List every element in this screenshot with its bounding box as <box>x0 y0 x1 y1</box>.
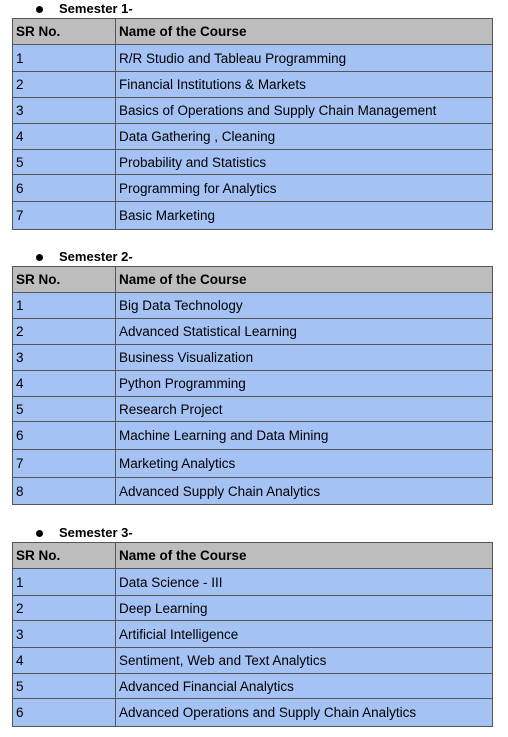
course-table-semester-2 <box>12 266 493 505</box>
sr-cell: 3 <box>13 345 116 371</box>
header-course-name: Name of the Course <box>116 543 493 569</box>
course-cell: Artificial Intelligence <box>116 621 493 648</box>
table-row <box>13 72 493 98</box>
course-cell: Programming for Analytics <box>116 175 493 202</box>
header-sr-no: SR No. <box>13 267 116 293</box>
sr-cell: 7 <box>13 450 116 478</box>
course-cell: Advanced Statistical Learning <box>116 319 493 345</box>
sr-cell: 1 <box>13 45 116 72</box>
sr-cell: 4 <box>13 648 116 674</box>
semester-title: Semester 3- <box>59 525 133 540</box>
sr-cell: 5 <box>13 397 116 422</box>
sr-cell: 2 <box>13 596 116 621</box>
bullet-icon <box>36 6 43 13</box>
header-course-name: Name of the Course <box>116 267 493 293</box>
table-row <box>13 345 493 371</box>
course-cell: Basic Marketing <box>116 202 493 230</box>
sr-cell: 3 <box>13 621 116 648</box>
table-row <box>13 596 493 621</box>
table-row <box>13 422 493 450</box>
course-cell: Python Programming <box>116 371 493 397</box>
table-row <box>13 124 493 150</box>
table-row <box>13 621 493 648</box>
table-header-row <box>13 267 493 293</box>
table-row <box>13 371 493 397</box>
sr-cell: 3 <box>13 98 116 124</box>
table-row <box>13 150 493 175</box>
sr-cell: 2 <box>13 72 116 98</box>
course-cell: Research Project <box>116 397 493 422</box>
table-row <box>13 450 493 478</box>
sr-cell: 4 <box>13 124 116 150</box>
course-cell: Business Visualization <box>116 345 493 371</box>
semester-title: Semester 1- <box>59 1 133 16</box>
header-course-name: Name of the Course <box>116 19 493 45</box>
course-cell: Advanced Supply Chain Analytics <box>116 478 493 505</box>
course-cell: Basics of Operations and Supply Chain Management <box>116 98 493 124</box>
table-row <box>13 478 493 505</box>
header-sr-no: SR No. <box>13 19 116 45</box>
table-row <box>13 648 493 674</box>
course-cell: Advanced Financial Analytics <box>116 674 493 699</box>
course-cell: Sentiment, Web and Text Analytics <box>116 648 493 674</box>
sr-cell: 7 <box>13 202 116 230</box>
sr-cell: 1 <box>13 293 116 319</box>
table-row <box>13 397 493 422</box>
sr-cell: 6 <box>13 175 116 202</box>
course-cell: Data Gathering , Cleaning <box>116 124 493 150</box>
table-row <box>13 319 493 345</box>
course-cell: Financial Institutions & Markets <box>116 72 493 98</box>
sr-cell: 6 <box>13 699 116 727</box>
course-cell: Big Data Technology <box>116 293 493 319</box>
sr-cell: 8 <box>13 478 116 505</box>
semester-2-heading <box>12 248 492 266</box>
bullet-icon <box>36 530 43 537</box>
sr-cell: 1 <box>13 569 116 596</box>
sr-cell: 2 <box>13 319 116 345</box>
course-cell: Probability and Statistics <box>116 150 493 175</box>
course-table-semester-1 <box>12 18 493 230</box>
course-cell: Marketing Analytics <box>116 450 493 478</box>
course-cell: Deep Learning <box>116 596 493 621</box>
bullet-icon <box>36 254 43 261</box>
semester-1-heading <box>12 0 492 18</box>
table-row <box>13 293 493 319</box>
table-row <box>13 98 493 124</box>
course-table-semester-3 <box>12 542 493 727</box>
table-row <box>13 569 493 596</box>
semester-2-section <box>12 248 492 505</box>
table-header-row <box>13 19 493 45</box>
sr-cell: 4 <box>13 371 116 397</box>
semester-title: Semester 2- <box>59 249 133 264</box>
course-cell: Machine Learning and Data Mining <box>116 422 493 450</box>
sr-cell: 5 <box>13 674 116 699</box>
semester-3-heading <box>12 524 492 542</box>
table-row <box>13 202 493 230</box>
sr-cell: 5 <box>13 150 116 175</box>
table-row <box>13 674 493 699</box>
table-row <box>13 175 493 202</box>
table-header-row <box>13 543 493 569</box>
course-cell: Advanced Operations and Supply Chain Analytics <box>116 699 493 727</box>
table-row <box>13 699 493 727</box>
semester-1-section <box>12 0 492 230</box>
sr-cell: 6 <box>13 422 116 450</box>
semester-3-section <box>12 524 492 727</box>
table-row <box>13 45 493 72</box>
course-cell: R/R Studio and Tableau Programming <box>116 45 493 72</box>
course-cell: Data Science - III <box>116 569 493 596</box>
header-sr-no: SR No. <box>13 543 116 569</box>
